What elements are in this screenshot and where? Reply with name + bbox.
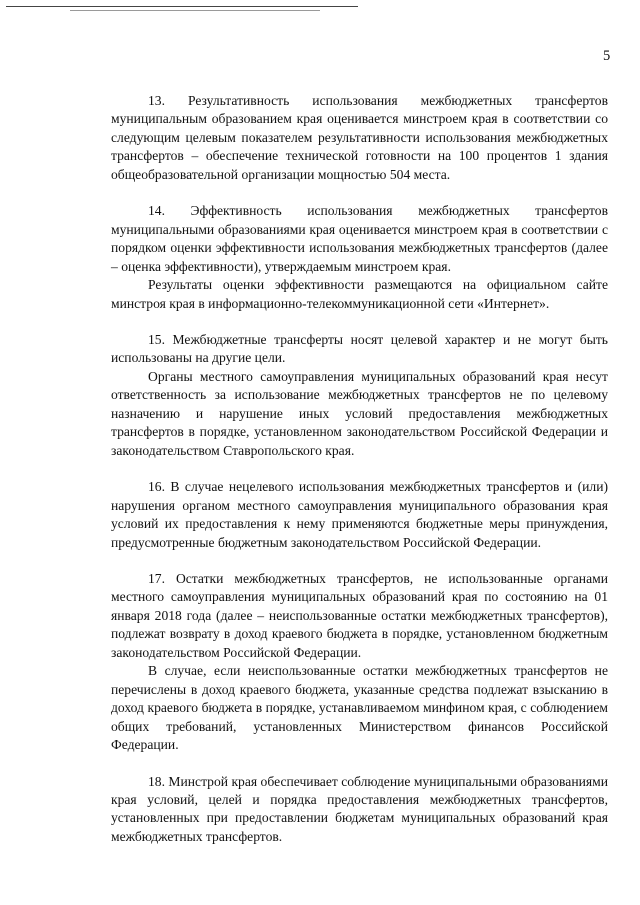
paragraph: Результаты оценки эффективности размещаются на официальном сайте минстроя края в информационно-телекоммуникационной сети «Интернет».: [111, 277, 608, 311]
paragraph: 17. Остатки межбюджетных трансфертов, не использованные органами местного самоуправления муниципальных образований края по состоянию на 01 января 2018 года (далее – неиспользованные остатки межбюджетных трансфертов), подлежат возврату в доход краевого бюджета в порядке, установленном бюджетным законодательством Российской Федерации.: [111, 570, 608, 660]
top-scan-rule-faint: [70, 10, 320, 11]
section-gap: [111, 552, 608, 570]
top-scan-rule: [6, 6, 358, 7]
paragraph: В случае, если неиспользованные остатки межбюджетных трансфертов не перечислены в доход краевого бюджета, указанные средства подлежат взысканию в доход краевого бюджета в порядке, устанавливаемом минфином края, с соблюдением общих требований, установленных Министерством финансов Российской Федерации.: [111, 663, 608, 753]
paragraph: 18. Минстрой края обеспечивает соблюдение муниципальными образованиями края условий, целей и порядка предоставления межбюджетных трансфертов, установленных при предоставлении бюджетам муниципальных образований края межбюджетных трансфертов.: [111, 773, 608, 844]
paragraph: 14. Эффективность использования межбюджетных трансфертов муниципальными образованиями края оценивается минстроем края в соответствии с порядком оценки эффективности использования межбюджетных трансфертов (далее – оценка эффективности), утверждаемым минстроем края.: [111, 203, 608, 274]
document-body: [111, 92, 608, 846]
clause-section: [111, 92, 608, 184]
paragraph: 15. Межбюджетные трансферты носят целевой характер и не могут быть использованы на другие цели.: [111, 331, 608, 366]
clause-section: [111, 202, 608, 313]
paragraph: Органы местного самоуправления муниципальных образований края несут ответственность за использование межбюджетных трансфертов не по целевому назначению и нарушение иных условий предоставления межбюджетных трансфертов в порядке, установленном законодательством Российской Федерации и законодательством Ставропольского края.: [111, 368, 608, 458]
clause-section: [111, 478, 608, 552]
section-gap: [111, 755, 608, 773]
section-gap: [111, 313, 608, 331]
page-number: 5: [603, 48, 611, 64]
paragraph: 13. Результативность использования межбюджетных трансфертов муниципальным образованием края оценивается минстроем края в соответствии со следующим целевым показателем результативности использования межбюджетных трансфертов – обеспечение технической готовности на 100 процентов 1 здания общеобразовательной организации мощностью 504 места.: [111, 93, 608, 182]
paragraph: 16. В случае нецелевого использования межбюджетных трансфертов и (или) нарушения органом местного самоуправления муниципального образования края условий их предоставления к нему применяются бюджетные меры принуждения, предусмотренные бюджетным законодательством Российской Федерации.: [111, 479, 608, 550]
clause-section: [111, 570, 608, 755]
section-gap: [111, 184, 608, 202]
clause-section: [111, 331, 608, 460]
section-gap: [111, 460, 608, 478]
clause-section: [111, 773, 608, 847]
